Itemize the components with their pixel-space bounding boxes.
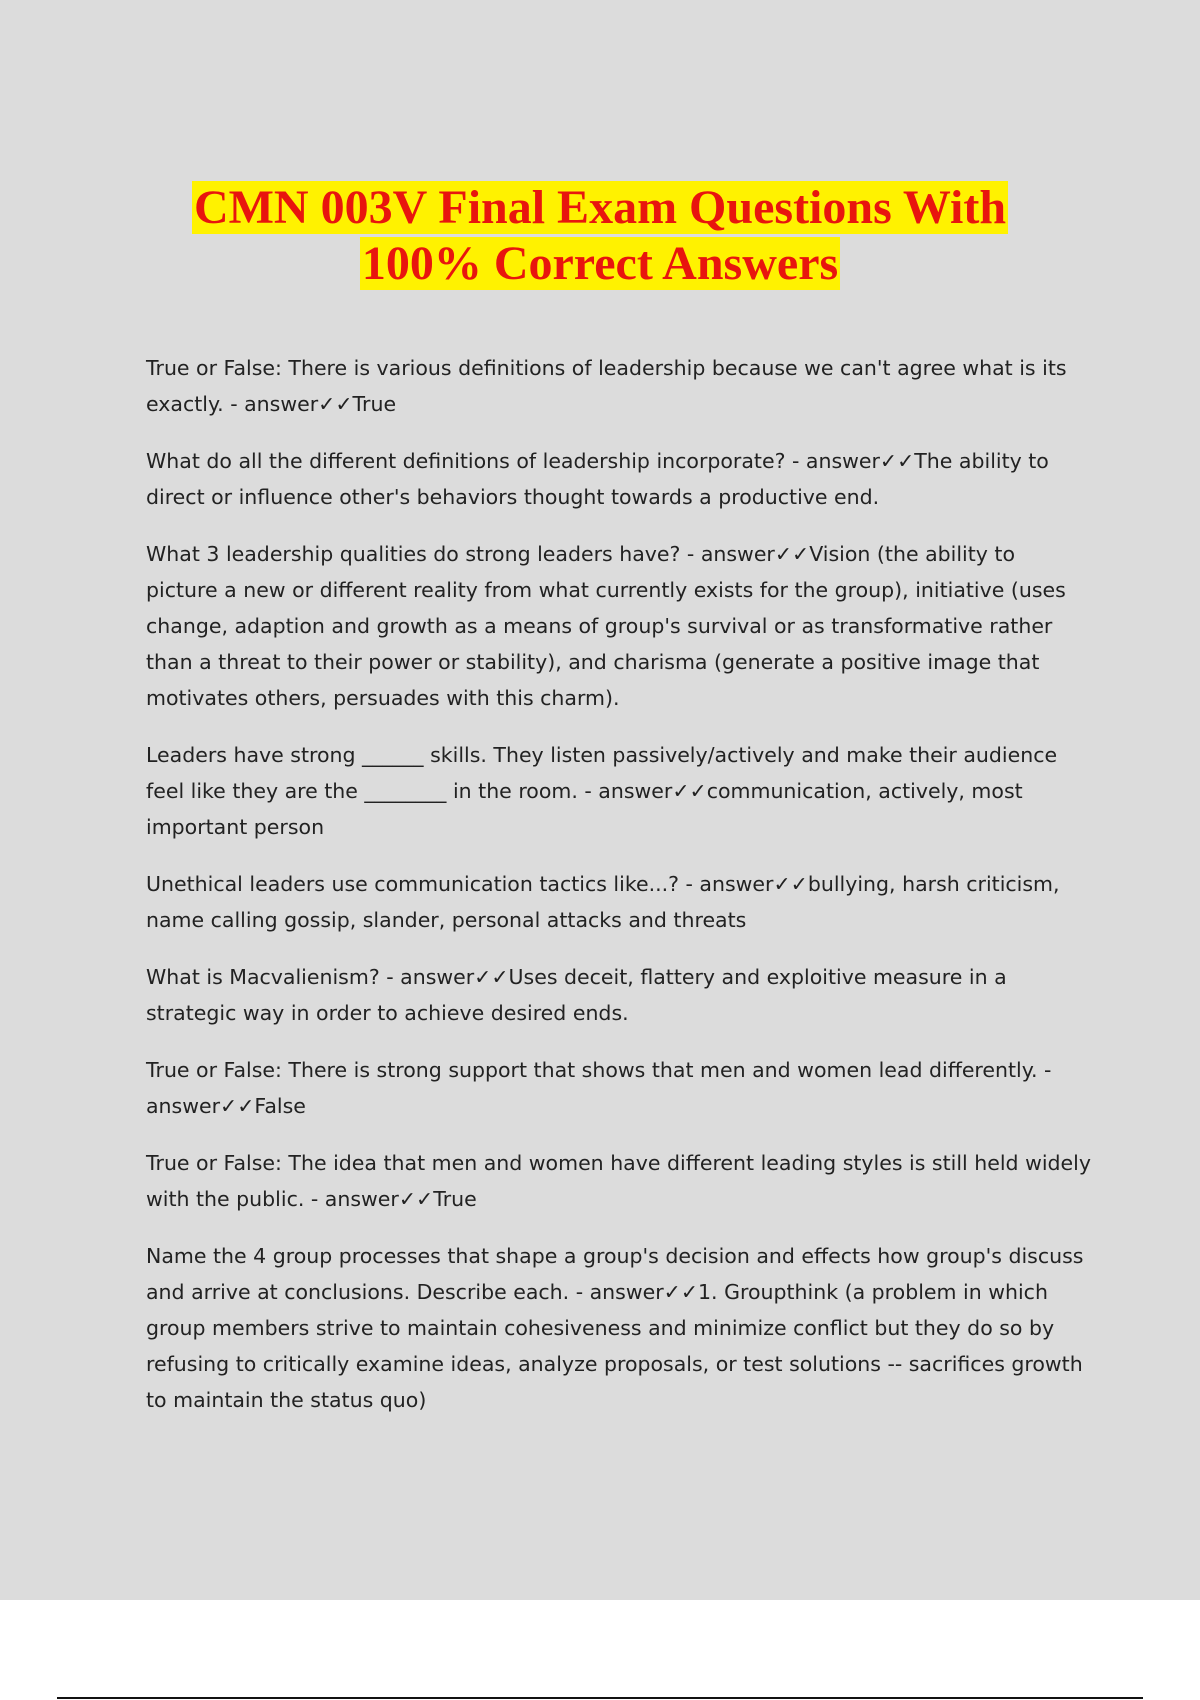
qa-item	[146, 443, 1091, 515]
qa-item	[146, 866, 1091, 938]
qa-question: What 3 leadership qualities do strong leaders have? - answer✓✓	[146, 542, 810, 566]
qa-answer: True	[433, 1187, 477, 1211]
qa-answer: The ability to direct or influence other's behaviors thought towards a productive end.	[146, 449, 1049, 509]
qa-answer: Uses deceit, flattery and exploitive measure in a strategic way in order to achieve desired ends.	[146, 965, 1007, 1025]
title-line-2: 100% Correct Answers	[361, 237, 839, 290]
qa-question: True or False: There is various definitions of leadership because we can't agree what is its exactly. - answer✓✓	[146, 356, 1067, 416]
qa-answer: bullying, harsh criticism, name calling gossip, slander, personal attacks and threats	[146, 872, 1060, 932]
qa-question: True or False: There is strong support that shows that men and women lead differently. - answer✓✓	[146, 1058, 1052, 1118]
qa-list	[146, 350, 1091, 1439]
document-title	[0, 180, 1200, 292]
qa-item	[146, 536, 1091, 716]
qa-answer: False	[254, 1094, 306, 1118]
page-footer-area	[0, 1600, 1200, 1700]
qa-answer: 1. Groupthink (a problem in which group members strive to maintain cohesiveness and minimize conflict but they do so by refusing to critically examine ideas, analyze proposals, or test solutions -- sacrifices growth to maintain the status quo)	[146, 1280, 1083, 1412]
qa-question: What do all the different definitions of leadership incorporate? - answer✓✓	[146, 449, 915, 473]
qa-item	[146, 1052, 1091, 1124]
qa-answer: True	[352, 392, 397, 416]
qa-question: True or False: The idea that men and women have different leading styles is still held widely with the public. - answer✓✓	[146, 1151, 1092, 1211]
qa-answer: Vision (the ability to picture a new or different reality from what currently exists for the group), initiative (uses change, adaption and growth as a means of group's survival or as transformative rather than a threat to their power or stability), and charisma (generate a positive image that motivates others, persuades with this charm).	[146, 542, 1066, 710]
title-line-1: CMN 003V Final Exam Questions With	[193, 181, 1007, 234]
qa-answer: communication, actively, most important person	[146, 779, 1023, 839]
qa-question: Name the 4 group processes that shape a group's decision and effects how group's discuss and arrive at conclusions. Describe each. - answer✓✓	[146, 1244, 1084, 1304]
qa-question: Unethical leaders use communication tactics like...? - answer✓✓	[146, 872, 808, 896]
qa-question: Leaders have strong ______ skills. They listen passively/actively and make their audience feel like they are the ________ in the room. - answer✓✓	[146, 743, 1058, 803]
qa-question: What is Macvalienism? - answer✓✓	[146, 965, 509, 989]
qa-item	[146, 959, 1091, 1031]
qa-item	[146, 737, 1091, 845]
qa-item	[146, 1145, 1091, 1217]
qa-item	[146, 1238, 1091, 1418]
footer-divider	[57, 1697, 1143, 1699]
qa-item	[146, 350, 1091, 422]
